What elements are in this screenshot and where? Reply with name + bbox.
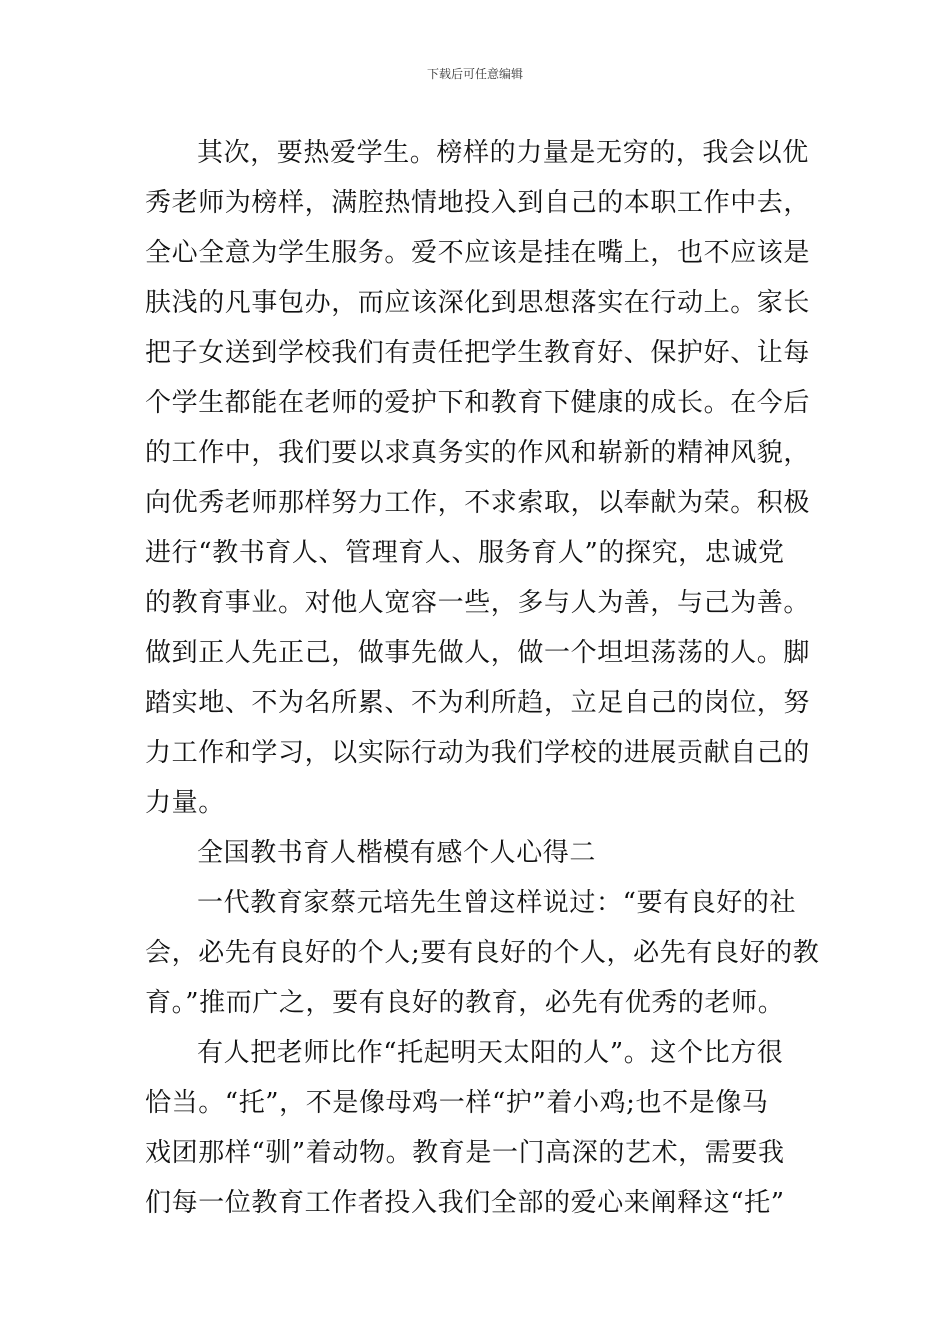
paragraph-1-line-7: 的工作中，我们要以求真务实的作风和崭新的精神风貌， [145,438,811,468]
paragraph-2-line-1: 一代教育家蔡元培先生曾这样说过：“要有良好的社 [197,888,797,918]
paragraph-2-line-3: 育。”推而广之，要有良好的教育，必先有优秀的老师。 [145,988,785,1018]
paragraph-1-line-12: 踏实地、不为名所累、不为利所趋，立足自己的岗位，努 [145,688,811,718]
paragraph-1-line-11: 做到正人先正己，做事先做人，做一个坦坦荡荡的人。脚 [145,638,811,668]
paragraph-3-line-1: 有人把老师比作“托起明天太阳的人”。这个比方很 [197,1038,784,1068]
paragraph-1-line-3: 全心全意为学生服务。爱不应该是挂在嘴上，也不应该是 [145,238,811,268]
paragraph-1-line-10: 的教育事业。对他人宽容一些，多与人为善，与己为善。 [145,588,811,618]
paragraph-2-line-2: 会，必先有良好的个人;要有良好的个人，必先有良好的教 [145,938,820,968]
paragraph-1-line-5: 把子女送到学校我们有责任把学生教育好、保护好、让每 [145,338,811,368]
paragraph-1-line-2: 秀老师为榜样，满腔热情地投入到自己的本职工作中去， [145,188,811,218]
paragraph-1-line-1: 其次，要热爱学生。榜样的力量是无穷的，我会以优 [197,138,809,168]
paragraph-1-line-4: 肤浅的凡事包办，而应该深化到思想落实在行动上。家长 [145,288,811,318]
section-heading: 全国教书育人楷模有感个人心得二 [197,838,597,868]
paragraph-1-line-13: 力工作和学习，以实际行动为我们学校的进展贡献自己的 [145,738,811,768]
paragraph-1-line-9: 进行“教书育人、管理育人、服务育人”的探究，忠诚党 [145,538,785,568]
page-header: 下载后可任意编辑 [426,67,523,81]
paragraph-1-line-14: 力量。 [145,788,225,818]
paragraph-1-line-6: 个学生都能在老师的爱护下和教育下健康的成长。在今后 [145,388,811,418]
document-body [145,128,820,1228]
paragraph-3-line-2: 恰当。“托”，不是像母鸡一样“护”着小鸡;也不是像马 [145,1088,769,1118]
paragraph-3-line-4: 们每一位教育工作者投入我们全部的爱心来阐释这“托” [145,1188,785,1218]
paragraph-3-line-3: 戏团那样“驯”着动物。教育是一门高深的艺术，需要我 [145,1138,785,1168]
paragraph-1-line-8: 向优秀老师那样努力工作，不求索取，以奉献为荣。积极 [145,488,811,518]
